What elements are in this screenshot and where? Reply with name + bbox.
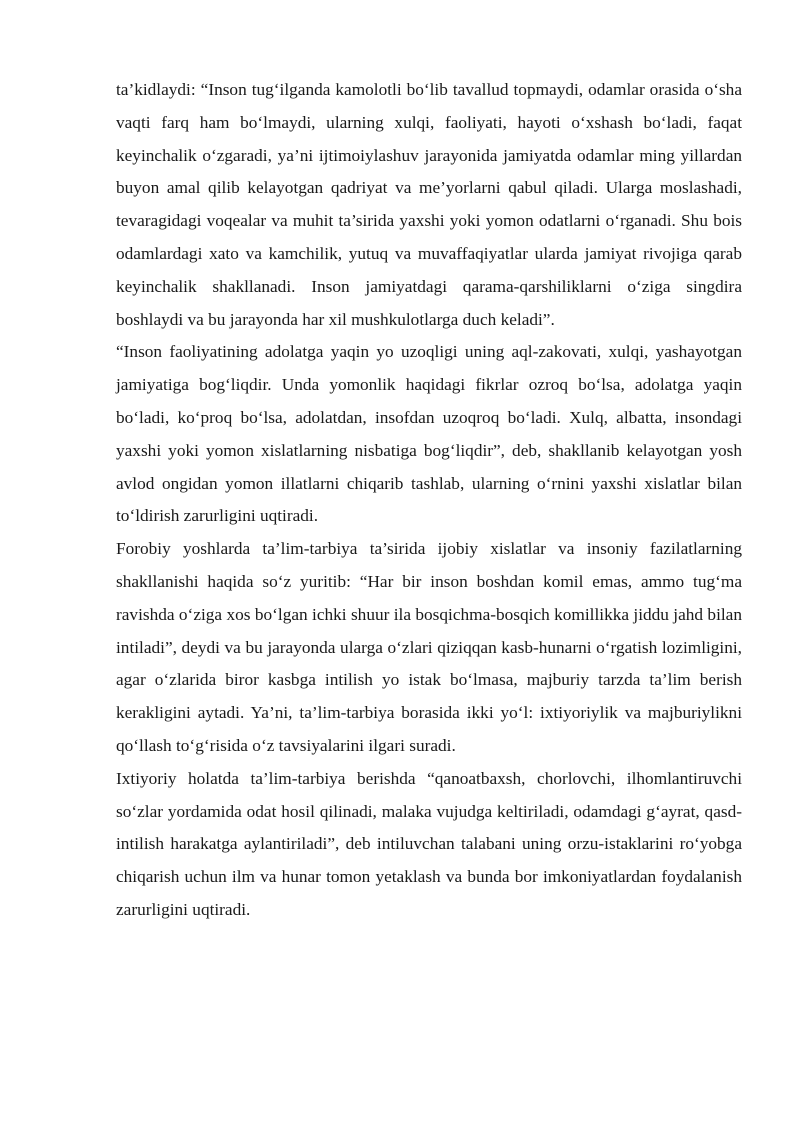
paragraph-4: Ixtiyoriy holatda ta’lim-tarbiya berishda “qanoatbaxsh, chorlovchi, ilhomlantiruvchi so‘zlar yordamida odat hosil qilinadi, malaka vujudga keltiriladi, odamdagi g‘ayrat, qasd-intilish harakatga aylantiriladi”, deb intiluvchan talabani uning orzu-istaklarini ro‘yobga chiqarish uchun ilm va hunar tomon yetaklash va bunda bor imkoniyatlardan foydalanish zarurligini uqtiradi. <box>116 768 742 919</box>
document-page <box>116 74 742 927</box>
paragraph-1: ta’kidlaydi: “Inson tug‘ilganda kamolotli bo‘lib tavallud topmaydi, odamlar orasida o‘sha vaqti farq ham bo‘lmaydi, ularning xulqi, faoliyati, hayoti o‘xshash bo‘ladi, faqat keyinchalik o‘zgaradi, ya’ni ijtimoiylashuv jarayonida jamiyatda odamlar ming yillardan buyon amal qilib kelayotgan qadriyat va me’yorlarni qabul qiladi. Ularga moslashadi, tevaragidagi voqealar va muhit ta’sirida yaxshi yoki yomon odatlarni o‘rganadi. Shu bois odamlardagi xato va kamchilik, yutuq va muvaffaqiyatlar ularda jamiyat rivojiga qarab keyinchalik shakllanadi. Inson jamiyatdagi qarama-qarshiliklarni o‘ziga singdira boshlaydi va bu jarayonda har xil mushkulotlarga duch keladi”. <box>116 80 742 329</box>
paragraph-2: “Inson faoliyatining adolatga yaqin yo uzoqligi uning aql-zakovati, xulqi, yashayotgan jamiyatiga bog‘liqdir. Unda yomonlik haqidagi fikrlar ozroq bo‘lsa, adolatga yaqin bo‘ladi, ko‘proq bo‘lsa, adolatdan, insofdan uzoqroq bo‘ladi. Xulq, albatta, insondagi yaxshi yoki yomon xislatlarning nisbatiga bog‘liqdir”, deb, shakllanib kelayotgan yosh avlod ongidan yomon illatlarni chiqarib tashlab, ularning o‘rnini yaxshi xislatlar bilan to‘ldirish zarurligini uqtiradi. <box>116 342 742 526</box>
paragraph-3: Forobiy yoshlarda ta’lim-tarbiya ta’sirida ijobiy xislatlar va insoniy fazilatlarning shakllanishi haqida so‘z yuritib: “Har bir inson boshdan komil emas, ammo tug‘ma ravishda o‘ziga xos bo‘lgan ichki shuur ila bosqichma-bosqich komillikka jiddu jahd bilan intiladi”, deydi va bu jarayonda ularga o‘zlari qiziqqan kasb-hunarni o‘rgatish lozimligini, agar o‘zlarida biror kasbga intilish yo istak bo‘lmasa, majburiy tarzda ta’lim berish kerakligini aytadi. Ya’ni, ta’lim-tarbiya borasida ikki yo‘l: ixtiyoriylik va majburiylikni qo‘llash to‘g‘risida o‘z tavsiyalarini ilgari suradi. <box>116 539 742 755</box>
